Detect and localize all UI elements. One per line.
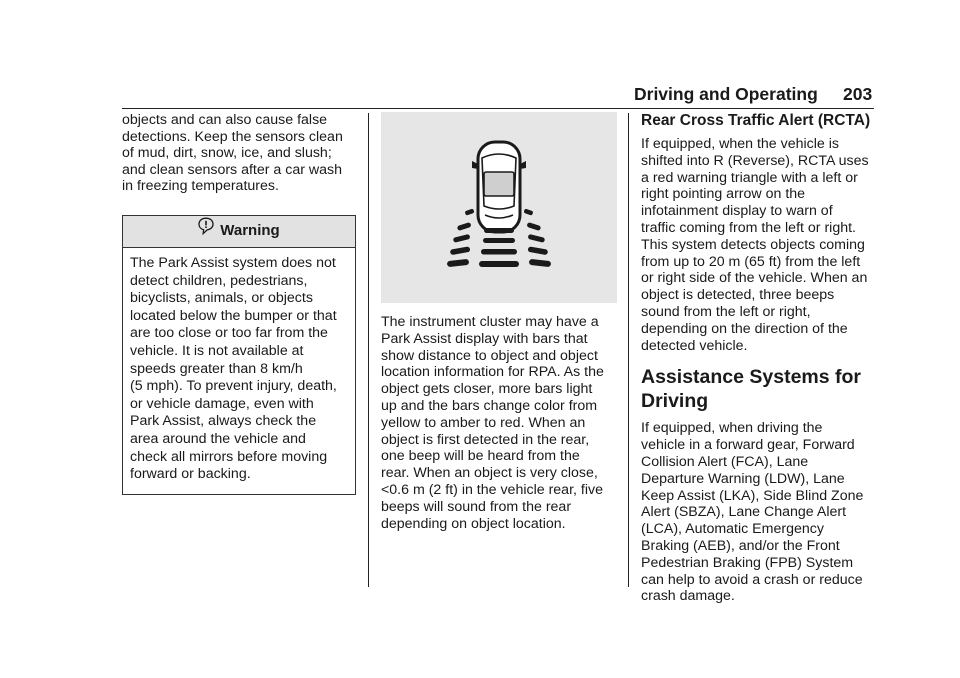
column-right [641, 112, 881, 605]
warning-icon [198, 217, 214, 240]
header-rule [122, 108, 874, 109]
warning-header [123, 216, 355, 248]
intro-paragraph: objects and can also cause false detections. Keep the sensors clean of mud, dirt, snow, ice, and slush; and clean sensors after a car wash in freezing temperatures. [122, 112, 343, 195]
section-title: Driving and Operating [634, 84, 818, 104]
warning-title: Warning [220, 222, 280, 240]
warning-text: The Park Assist system does not detect children, pedestrians, bicyclists, animals, or objects located below the bumper or that are too close or too far from the vehicle. It is not available at speeds greater than 8 km/h (5 mph). To prevent injury, death, or vehicle damage, even with Park Assist, always check the area around the vehicle and check all mirrors before moving forward or backing. [130, 254, 337, 483]
column-left [122, 112, 356, 495]
page-number: 203 [843, 84, 873, 104]
column-divider-2 [628, 113, 629, 587]
assistance-heading: Assistance Systems for Driving [641, 366, 862, 413]
park-assist-paragraph: The instrument cluster may have a Park Assist display with bars that show distance to object and object location information for RPA. As the object gets closer, more bars light up and the bars change color from yellow to amber to red. When an object is first detected in the rear, one beep will be heard from the rear. When an object is very close, <0.6 m (2 ft) in the vehicle rear, five beeps will sound from the rear depending on object location. [381, 314, 604, 532]
rcta-paragraph: If equipped, when the vehicle is shifted into R (Reverse), RCTA uses a red warning triangle with a left or right pointing arrow on the infotainment display to warn of traffic coming from the left or right. This system detects objects coming from up to 20 m (65 ft) from the left or right side of the vehicle. When an object is detected, three beeps sound from the left or right, depending on the direction of the detected vehicle. [641, 136, 869, 354]
column-divider-1 [368, 113, 369, 587]
page-header [0, 84, 960, 108]
assistance-paragraph: If equipped, when driving the vehicle in a forward gear, Forward Collision Alert (FCA), Lane Departure Warning (LDW), Lane Keep Assist (LKA), Side Blind Zone Alert (SBZA), Lane Change Alert (LCA), Automatic Emergency Braking (AEB), and/or the Front Pedestrian Braking (FPB) System can help to avoid a crash or reduce crash damage. [641, 420, 864, 605]
column-middle [381, 112, 617, 532]
rcta-heading: Rear Cross Traffic Alert (RCTA) [641, 112, 871, 129]
park-assist-car-icon [381, 112, 617, 303]
park-assist-figure [381, 112, 617, 303]
warning-box [122, 215, 356, 495]
